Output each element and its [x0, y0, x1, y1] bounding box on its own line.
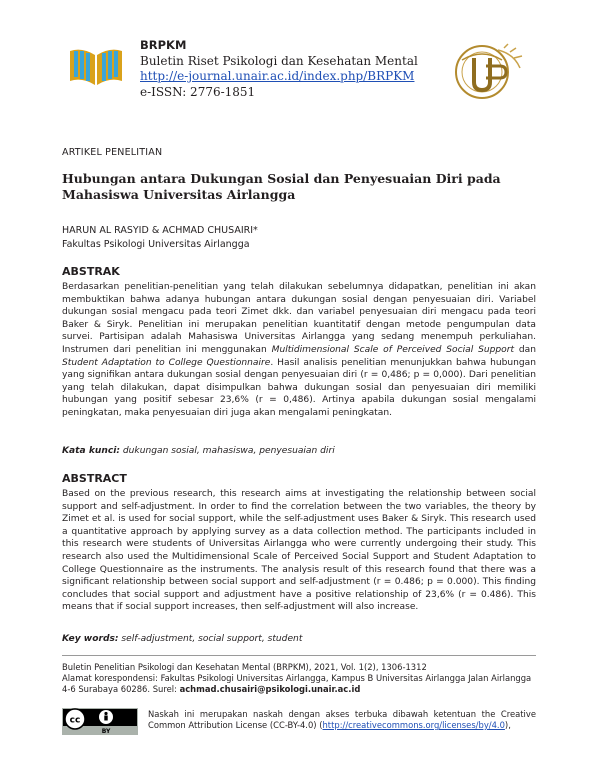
license-notice	[148, 709, 536, 731]
abstrak-text-1: Berdasarkan penelitian-penelitian yang telah dilakukan sebelumnya didapatkan, penelitian ini akan membuktikan bahwa adanya hubungan antara dukungan sosial dengan penyesuaian diri. Variabel dukungan sosial mengacu pada teori Zimet dkk. dan variabel penyesuaian diri mengacu pada teori Baker & Siryk. Penelitian ini merupakan penelitian kuantitatif dengan metode pengumpulan data survei. Partisipan adalah Mahasiswa Universitas Airlangga yang sedang menempuh perkuliahan. Instrumen dari penelitian ini menggunakan	[62, 282, 536, 355]
authors: HARUN AL RASYID & ACHMAD CHUSAIRI*	[62, 225, 258, 236]
abstrak-keywords-label: Kata kunci:	[62, 446, 120, 456]
abstract-keywords-list: self-adjustment, social support, student	[121, 634, 303, 644]
abstrak-keywords-list: dukungan sosial, mahasiswa, penyesuaian diri	[122, 446, 335, 456]
abstract-keywords	[62, 634, 536, 644]
unair-university-logo	[444, 40, 526, 104]
cc-by-license-badge[interactable]	[62, 708, 138, 735]
section-label: ARTIKEL PENELITIAN	[62, 147, 163, 158]
abstrak-and: dan	[518, 344, 536, 355]
footer-divider	[62, 655, 536, 656]
article-title: Hubungan antara Dukungan Sosial dan Penyesuaian Diri pada Mahasiswa Universitas Airlangga	[62, 171, 501, 202]
journal-url-link[interactable]: http://e-journal.unair.ac.id/index.php/BRPKM	[140, 69, 415, 83]
journal-header	[140, 38, 418, 100]
correspondence-email[interactable]: achmad.chusairi@psikologi.unair.ac.id	[179, 684, 361, 694]
affiliation: Fakultas Psikologi Universitas Airlangga	[62, 239, 250, 250]
abstract-heading: ABSTRACT	[62, 472, 127, 485]
license-end: ),	[504, 720, 511, 730]
journal-acronym: BRPKM	[140, 38, 187, 52]
license-text: Naskah ini merupakan naskah dengan akses terbuka dibawah ketentuan the Creative Common Attribution License (CC-BY-4.0) (	[148, 709, 536, 730]
abstrak-text-2: . Hasil analisis penelitian menunjukkan bahwa hubungan yang signifikan antara dukungan sosial dengan penyesuaian diri (r = 0,486; p = 0,000). Dari penelitian yang telah dilakukan, dapat disimpulkan bahwa dukungan sosial dan penyesuaian diri memiliki hubungan yang positif sebesar 23,6% (r = 0,486). Artinya apabila dukungan sosial mengalami peningkatan, maka penyesuaian diri juga akan mengalami peningkatan.	[62, 357, 537, 418]
brpkm-book-logo	[68, 45, 124, 87]
footer-info	[62, 662, 536, 695]
abstrak-heading: ABSTRAK	[62, 265, 120, 278]
correspondence-address: Alamat korespondensi: Fakultas Psikologi Universitas Airlangga, Kampus B Universitas Airlangga Jalan Airlangga 4-6 Surabaya 60286. Surel:	[62, 673, 532, 694]
abstrak-instrument-2: Student Adaptation to College Questionnaire	[62, 357, 271, 368]
journal-name: Buletin Riset Psikologi dan Kesehatan Mental	[140, 53, 418, 68]
cc-label: cc	[69, 715, 81, 726]
abstrak-keywords	[62, 446, 536, 456]
abstrak-instrument-1: Multidimensional Scale of Perceived Social Support	[271, 344, 515, 355]
abstract-keywords-label: Key words:	[62, 634, 119, 644]
author-block	[62, 224, 258, 252]
journal-issn: e-ISSN: 2776-1851	[140, 84, 256, 99]
license-url-link[interactable]: http://creativecommons.org/licenses/by/4.0	[322, 720, 505, 730]
by-label: BY	[101, 728, 111, 735]
correspondence	[62, 673, 536, 695]
abstrak-paragraph	[62, 281, 536, 420]
abstract-paragraph: Based on the previous research, this research aims at investigating the relationship between social support and self-adjustment. In order to find the correlation between the two variables, the theory by Zimet et al. is used for social support, while the self-adjustment uses Baker & Siryk. This research used a quantitative approach by applying survey as a data collection method. The participants included in this research were students of Universitas Airlangga who were currently undergoing their study. This research also used the Multidimensional Scale of Perceived Social Support and Student Adaptation to College Questionnaire as the instruments. The analysis result of this research found that there was a significant relationship between social support and self-adjustment (r = 0.486; p = 0.000). This finding concludes that social support and adjustment have a positive relationship of 23,6% (r = 0.486). This means that if social support increases, then self-adjustment will also increase.	[62, 489, 536, 613]
citation: Buletin Penelitian Psikologi dan Kesehatan Mental (BRPKM), 2021, Vol. 1(2), 1306-1312	[62, 662, 427, 672]
